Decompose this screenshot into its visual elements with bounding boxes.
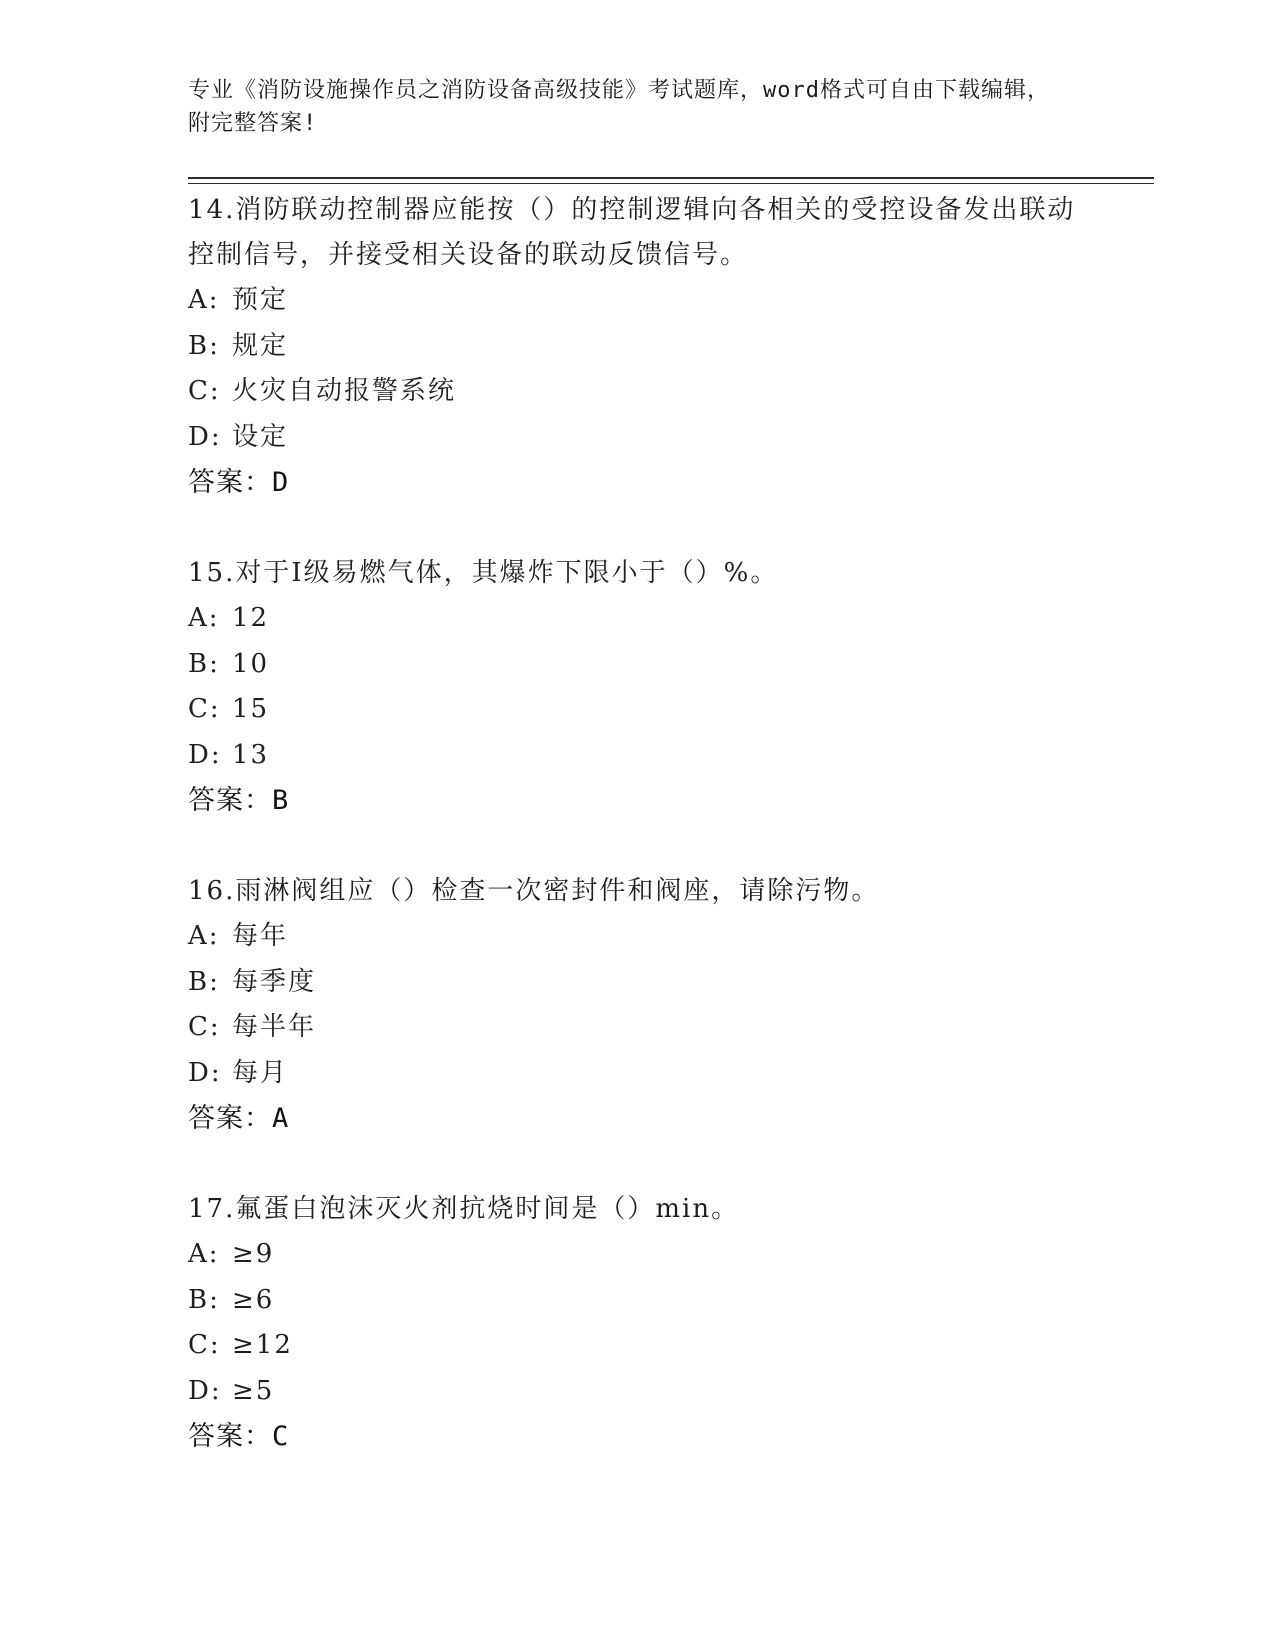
option-letter: A: (188, 603, 220, 633)
option-d (188, 1369, 1088, 1415)
header-divider-thick (188, 177, 1154, 179)
option-letter: B: (188, 1284, 220, 1315)
option-a (188, 278, 1088, 324)
option-letter: C: (188, 694, 221, 724)
option-text: 每年 (232, 921, 289, 951)
option-c (188, 687, 1088, 733)
option-text: 13 (232, 739, 270, 770)
option-letter: C: (188, 1330, 221, 1360)
option-letter: A: (188, 285, 220, 315)
option-text: 每半年 (232, 1012, 317, 1042)
option-c (188, 1323, 1088, 1369)
answer-line: 答案：C (188, 1421, 290, 1452)
question-15 (188, 551, 1088, 823)
option-text: ≥5 (232, 1375, 275, 1406)
question-list (188, 188, 1088, 1505)
option-text: ≥9 (232, 1239, 275, 1269)
option-letter: D: (188, 421, 222, 452)
question-stem: 14.消防联动控制器应能按（）的控制逻辑向各相关的受控设备发出联动控制信号，并接受相关设备的联动反馈信号。 (188, 195, 1076, 270)
question-stem: 15.对于Ⅰ级易燃气体，其爆炸下限小于（）%。 (188, 558, 779, 588)
option-d (188, 415, 1088, 461)
option-text: 12 (232, 603, 270, 633)
option-text: 每月 (232, 1057, 289, 1088)
option-b (188, 1278, 1088, 1324)
option-letter: B: (188, 966, 220, 997)
option-letter: C: (188, 376, 221, 406)
document-intro: 专业《消防设施操作员之消防设备高级技能》考试题库，word格式可自由下载编辑，附完整答案! (188, 78, 1050, 136)
option-b (188, 960, 1088, 1006)
option-letter: D: (188, 1375, 222, 1406)
question-stem: 17.氟蛋白泡沫灭火剂抗烧时间是（）min。 (188, 1194, 740, 1224)
option-text: 规定 (232, 330, 289, 361)
option-letter: B: (188, 330, 220, 361)
option-a (188, 596, 1088, 642)
option-d (188, 733, 1088, 779)
option-text: ≥12 (232, 1330, 293, 1360)
answer-line: 答案：B (188, 785, 290, 816)
option-text: 火灾自动报警系统 (232, 376, 457, 406)
option-text: 10 (232, 648, 270, 679)
option-a (188, 1232, 1088, 1278)
question-stem: 16.雨淋阀组应（）检查一次密封件和阀座，请除污物。 (188, 876, 880, 906)
option-c (188, 369, 1088, 415)
option-text: ≥6 (232, 1284, 275, 1315)
option-letter: D: (188, 1057, 222, 1088)
option-letter: D: (188, 739, 222, 770)
option-letter: A: (188, 1239, 220, 1269)
question-16 (188, 869, 1088, 1141)
answer-line: 答案：D (188, 467, 290, 498)
question-14 (188, 188, 1088, 505)
option-d (188, 1051, 1088, 1097)
answer-line: 答案：A (188, 1103, 290, 1134)
question-17 (188, 1187, 1088, 1459)
option-letter: B: (188, 648, 220, 679)
option-b (188, 324, 1088, 370)
option-b (188, 642, 1088, 688)
option-c (188, 1005, 1088, 1051)
option-text: 预定 (232, 285, 289, 315)
option-text: 每季度 (232, 966, 317, 997)
option-letter: A: (188, 921, 220, 951)
option-text: 15 (232, 694, 270, 724)
option-letter: C: (188, 1012, 221, 1042)
option-a (188, 914, 1088, 960)
option-text: 设定 (232, 421, 289, 452)
header-divider-thin (188, 183, 1154, 184)
